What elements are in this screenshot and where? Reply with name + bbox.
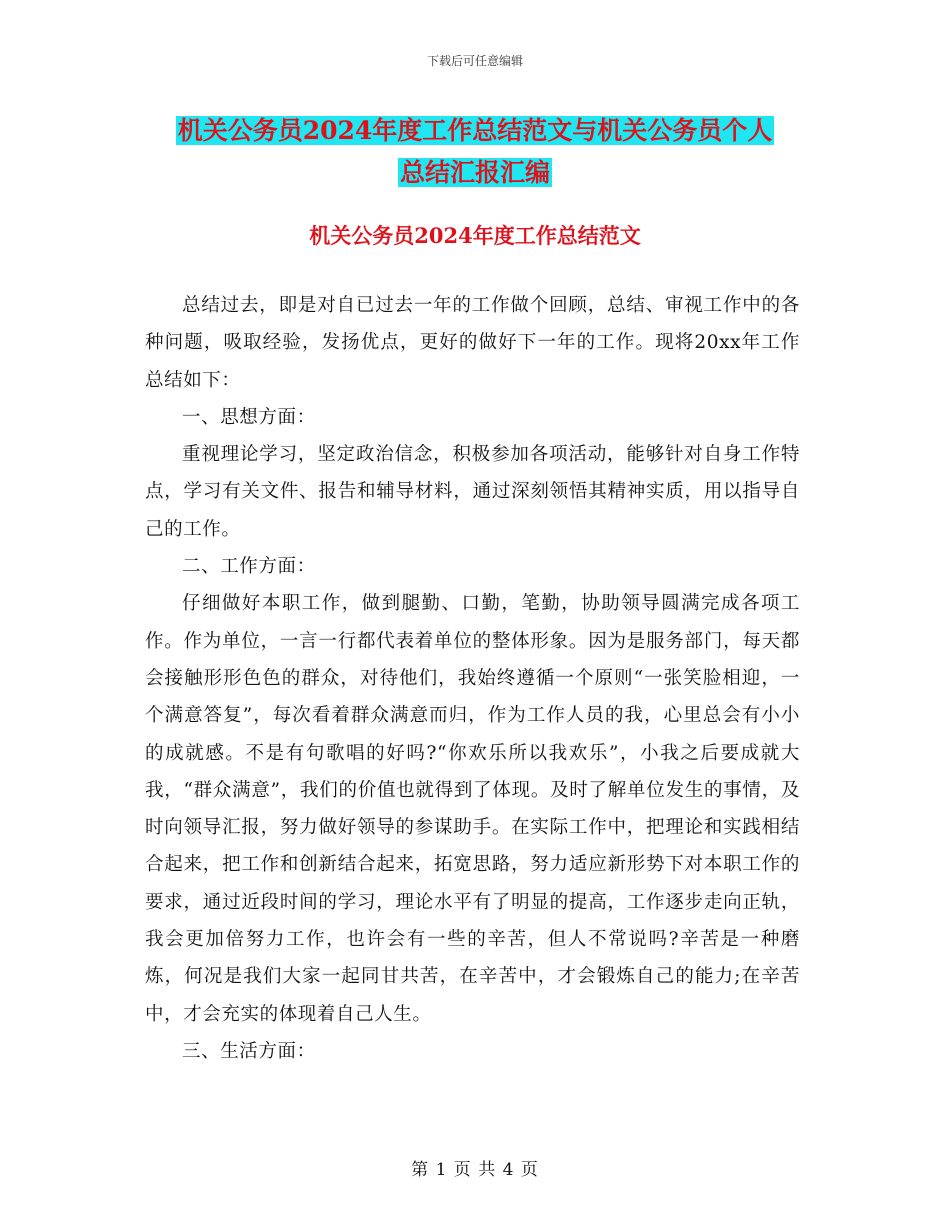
header-note: 下载后可任意编辑 xyxy=(426,54,523,68)
paragraph-intro: 总结过去，即是对自已过去一年的工作做个回顾，总结、审视工作中的各种问题，吸取经验，发扬优点，更好的做好下一年的工作。现将20xx年工作总结如下： xyxy=(145,295,800,391)
document-body xyxy=(145,287,800,1070)
heading-ideology: 一、思想方面： xyxy=(182,406,316,428)
heading-work: 二、工作方面： xyxy=(182,556,316,578)
heading-life: 三、生活方面： xyxy=(182,1040,316,1062)
document-title xyxy=(0,110,950,194)
document-title-line-1: 机关公务员2024年度工作总结范文与机关公务员个人 xyxy=(177,116,773,145)
document-title-line-2: 总结汇报汇编 xyxy=(399,158,550,187)
page-number: 第 1 页 共 4 页 xyxy=(411,1160,539,1180)
section-title: 机关公务员2024年度工作总结范文 xyxy=(309,223,641,248)
paragraph-work: 仔细做好本职工作，做到腿勤、口勤，笔勤，协助领导圆满完成各项工作。作为单位，一言一行都代表着单位的整体形象。因为是服务部门，每天都会接触形形色色的群众，对待他们，我始终遵循一个原则“一张笑脸相迎，一个满意答复”，每次看着群众满意而归，作为工作人员的我，心里总会有小小的成就感。不是有句歌唱的好吗?“你欢乐所以我欢乐”，小我之后要成就大我，“群众满意”，我们的价值也就得到了体现。及时了解单位发生的事情，及时向领导汇报，努力做好领导的参谋助手。在实际工作中，把理论和实践相结合起来，把工作和创新结合起来，拓宽思路，努力适应新形势下对本职工作的要求，通过近段时间的学习，理论水平有了明显的提高，工作逐步走向正轨，我会更加倍努力工作，也许会有一些的辛苦，但人不常说吗?辛苦是一种磨炼，何况是我们大家一起同甘共苦，在辛苦中，才会锻炼自己的能力;在辛苦中，才会充实的体现着自己人生。 xyxy=(145,593,800,1025)
paragraph-ideology: 重视理论学习，坚定政治信念，积极参加各项活动，能够针对自身工作特点，学习有关文件、报告和辅导材料，通过深刻领悟其精神实质，用以指导自己的工作。 xyxy=(145,444,800,540)
